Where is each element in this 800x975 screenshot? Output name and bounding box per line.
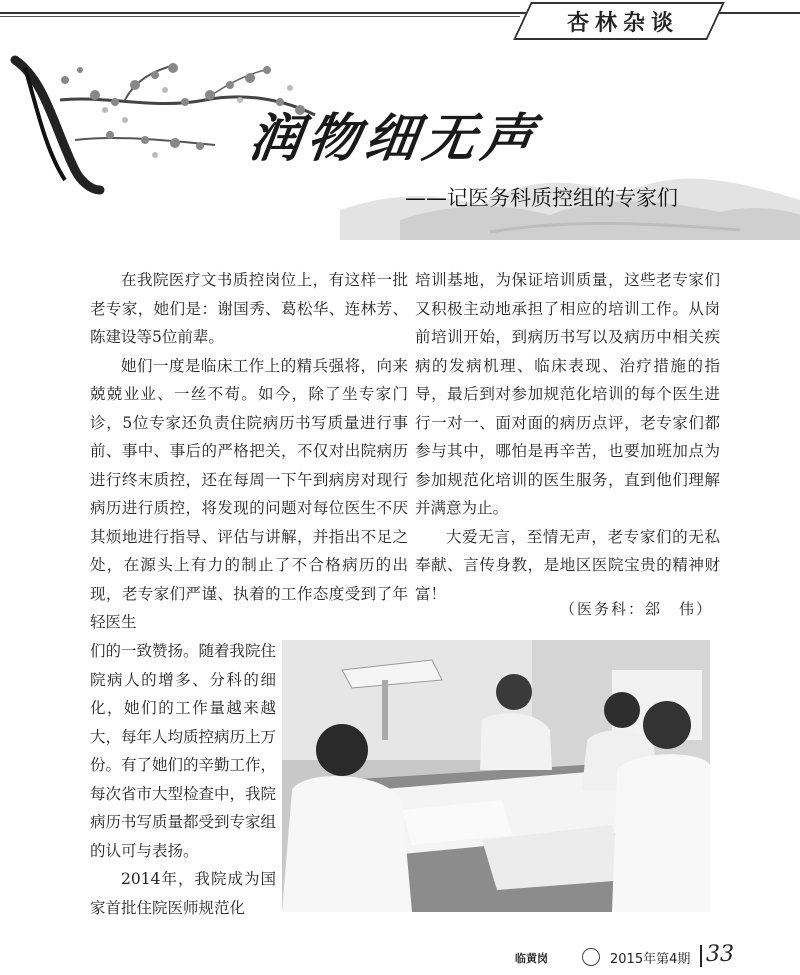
right-column [415,266,720,608]
paragraph: 她们一度是临床工作上的精兵强将，向来兢兢业业、一丝不苟。如今，除了坐专家门诊，5位专家还负责住院病历书写质量进行事前、事中、事后的严格把关，不仅对出院病历进行终末质控，还在每周一下午到病房对现行病历进行质控，将发现的问题对每位医生不厌其烦地进行指导、评估与讲解，并指出不足之处，在源头上有力的制止了不合格病历的出现，老专家们严谨、执着的工作态度受到了年轻医生 [90,356,408,631]
left-column [90,266,408,637]
paragraph: 在我院医疗文书质控岗位上，有这样一批老专家，她们是：谢国秀、葛松华、连林芳、陈建设等5位前辈。 [90,271,408,346]
footer-divider [700,945,702,967]
magazine-logo-icon [582,948,600,966]
page-number: 33 [706,942,734,967]
paragraph: 2014年，我院成为国家首批住院医师规范化 [90,870,276,917]
paragraph-continuation: 培训基地，为保证培训质量，这些老专家们又积极主动地承担了相应的培训工作。从岗前培训开始，到病历书写以及病历中相关疾病的发病机理、临床表现、治疗措施的指导，最后到对参加规范化培训的每个医生进行一对一、面对面的病历点评，老专家们都参与其中，哪怕是再辛苦，也要加班加点为参加规范化培训的医生服务，直到他们理解并满意为止。 [415,271,720,517]
paragraph: 大爱无言，至情无声，老专家们的无私奉献、言传身教，是地区医院宝贵的精神财富！ [415,527,720,603]
section-label: 杏林杂谈 [566,10,679,36]
article-title: 润物细无声 [245,108,544,169]
paragraph-continuation: 们的一致赞扬。随着我院住院病人的增多、分科的细化，她们的工作量越来越大，每年人均质控病历上万份。有了她们的辛勤工作，每次省市大型检查中，我院病历书写质量都受到专家组的认可与表扬。 [90,642,277,860]
footer-magazine-name: 临黄岗 [515,952,548,965]
left-narrow-column [90,637,276,922]
footer-issue: 2015年第4期 [610,952,691,967]
author-signature: （医务科：郐 伟） [560,600,714,618]
article-subtitle: ——记医务科质控组的专家们 [405,186,678,210]
photo-experts-reviewing-records [282,640,710,912]
header-rule-thin [0,16,520,17]
